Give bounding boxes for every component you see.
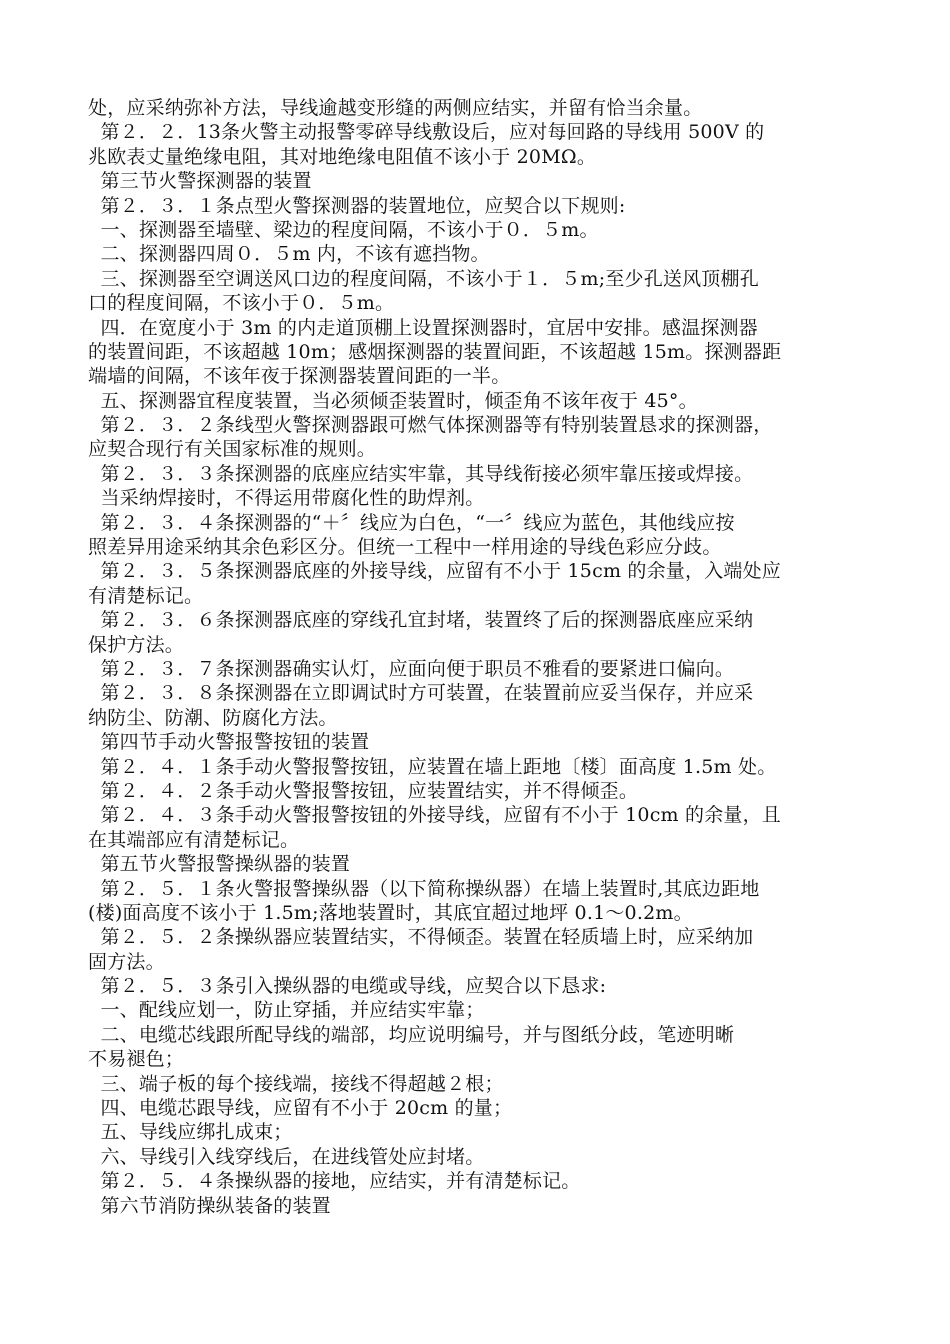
text-line: 纳防尘、防潮、防腐化方法。 [88, 706, 338, 729]
text-line: 第五节火警报警操纵器的装置 [88, 853, 351, 876]
text-line: 固方法。 [88, 950, 165, 973]
text-line: 第２．４．２条手动火警报警按钮，应装置结实，并不得倾歪。 [88, 779, 639, 802]
text-line: 第２．４．１条手动火警报警按钮，应装置在墙上距地〔楼〕面高度 1.5m 处。 [88, 755, 777, 778]
text-line: 第２．２．13条火警主动报警零碎导线敷设后，应对每回路的导线用 500V 的 [88, 121, 765, 144]
text-line: 处，应采纳弥补方法，导线逾越变形缝的两侧应结实，并留有恰当余量。 [88, 97, 703, 119]
text-line: 第２．３．４条探测器的“＋〞线应为白色，“一〞线应为蓝色，其他线应按 [88, 511, 735, 534]
text-line: 第２．３．５条探测器底座的外接导线，应留有不小于 15cm 的余量，入端处应 [88, 560, 781, 583]
text-line: 当采纳焊接时，不得运用带腐化性的助焊剂。 [88, 487, 485, 510]
text-line: 第２．３．８条探测器在立即调试时方可装置，在装置前应妥当保存，并应采 [88, 682, 754, 705]
document-body-text [88, 96, 868, 1218]
text-line: 第２．５．１条火警报警操纵器（以下简称操纵器）在墙上装置时,其底边距地 [88, 877, 760, 900]
text-line: 不易褪色； [88, 1048, 185, 1071]
text-line: 应契合现行有关国家标准的规则。 [88, 438, 377, 461]
text-line: 四、电缆芯跟导线，应留有不小于 20cm 的量； [88, 1097, 513, 1120]
text-line: 第四节手动火警报警按钮的装置 [88, 731, 370, 754]
text-line: 第三节火警探测器的装置 [88, 170, 312, 193]
text-line: 四．在宽度小于 3m 的内走道顶棚上设置探测器时，宜居中安排。感温探测器 [88, 316, 758, 339]
text-line: 二、探测器四周０．５m 内，不该有遮挡物。 [88, 243, 490, 266]
text-line: 的装置间距，不该超越 10m；感烟探测器的装置间距，不该超越 15m。探测器距 [88, 340, 782, 363]
text-line: 端墙的间隔，不该年夜于探测器装置间距的一半。 [88, 365, 511, 388]
text-line: 第２．４．３条手动火警报警按钮的外接导线，应留有不小于 10cm 的余量，且 [88, 804, 781, 827]
text-line: 第六节消防操纵装备的装置 [88, 1194, 331, 1217]
text-line: 一、探测器至墙壁、梁边的程度间隔，不该小于０．５m。 [88, 218, 599, 241]
text-line: 五、导线应绑扎成束； [88, 1121, 293, 1144]
text-line: 第２．３．６条探测器底座的穿线孔宜封堵，装置终了后的探测器底座应采纳 [88, 609, 754, 632]
text-line: (楼)面高度不该小于 1.5m;落地装置时，其底宜超过地坪 0.1～0.2m。 [88, 901, 693, 924]
text-line: 二、电缆芯线跟所配导线的端部，均应说明编号，并与图纸分歧，笔迹明晰 [88, 1023, 735, 1046]
text-line: 第２．５．２条操纵器应装置结实，不得倾歪。装置在轻质墙上时，应采纳加 [88, 926, 754, 949]
text-line: 有清楚标记。 [88, 584, 204, 607]
text-line: 三、端子板的每个接线端，接线不得超越２根； [88, 1072, 504, 1095]
text-line: 口的程度间隔，不该小于０．５m。 [88, 292, 395, 315]
text-line: 保护方法。 [88, 633, 185, 656]
text-line: 一、配线应划一，防止穿插，并应结实牢靠； [88, 999, 485, 1022]
text-line: 三、探测器至空调送风口边的程度间隔，不该小于１．５m;至少孔送风顶棚孔 [88, 267, 759, 290]
text-line: 六、导线引入线穿线后，在进线管处应封堵。 [88, 1145, 485, 1168]
text-line: 兆欧表丈量绝缘电阻，其对地绝缘电阻值不该小于 20MΩ。 [88, 145, 597, 168]
text-line: 第２．３．７条探测器确实认灯，应面向便于职员不雅看的要紧进口偏向。 [88, 657, 735, 680]
text-line: 五、探测器宜程度装置，当必须倾歪装置时，倾歪角不该年夜于 45°。 [88, 389, 698, 412]
text-line: 在其端部应有清楚标记。 [88, 828, 300, 851]
text-line: 第２．３．１条点型火警探测器的装置地位，应契合以下规则: [88, 194, 626, 217]
text-line: 第２．５．４条操纵器的接地，应结实，并有清楚标记。 [88, 1170, 581, 1193]
text-line: 第２．３．２条线型火警探测器跟可燃气体探测器等有特别装置恳求的探测器， [88, 414, 773, 437]
text-line: 第２．３．３条探测器的底座应结实牢靠，其导线衔接必须牢靠压接或焊接。 [88, 462, 754, 485]
text-line: 第２．５．３条引入操纵器的电缆或导线，应契合以下恳求: [88, 975, 607, 998]
text-line: 照差异用途采纳其余色彩区分。但统一工程中一样用途的导线色彩应分歧。 [88, 536, 722, 559]
